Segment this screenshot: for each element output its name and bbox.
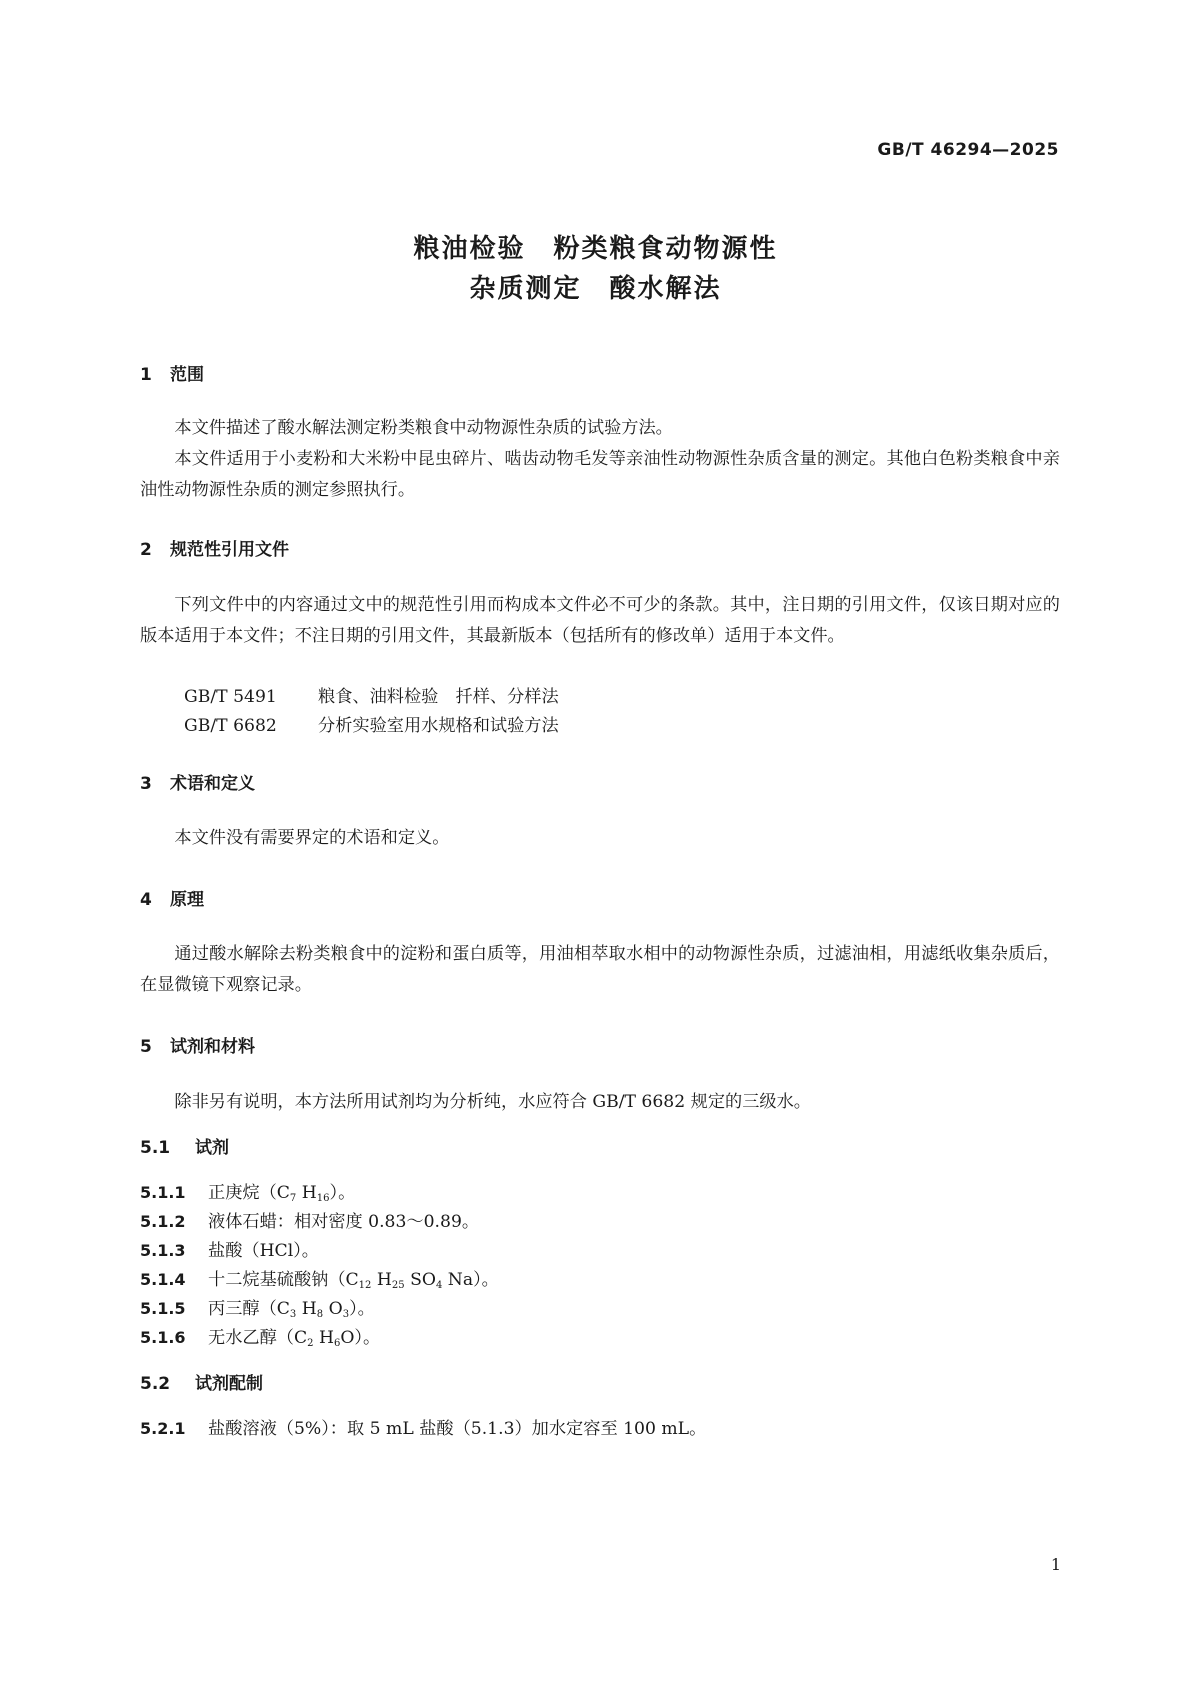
subsection-number: 5.1 bbox=[140, 1138, 171, 1158]
section-number: 2 bbox=[140, 540, 152, 560]
section-title: 试剂和材料 bbox=[170, 1037, 255, 1057]
subsection-number: 5.2 bbox=[140, 1374, 171, 1394]
section-number: 3 bbox=[140, 774, 152, 794]
section-title: 范围 bbox=[170, 365, 204, 385]
subsection-title: 试剂 bbox=[195, 1138, 229, 1158]
section-5-paragraph-1: 除非另有说明，本方法所用试剂均为分析纯，水应符合 GB/T 6682 规定的三级水。 bbox=[174, 1092, 811, 1112]
preparation-item bbox=[140, 1414, 706, 1439]
item-number: 5.1.2 bbox=[140, 1212, 186, 1231]
item-number: 5.1.6 bbox=[140, 1328, 186, 1347]
reference-code: GB/T 5491 bbox=[184, 687, 277, 707]
item-name: 正庚烷（ bbox=[208, 1183, 277, 1203]
subsection-5-1-heading bbox=[140, 1133, 229, 1158]
reagent-item: 5.1.6 无水乙醇（$C_2$ $H_6O$）。 bbox=[140, 1328, 381, 1349]
page-number: 1 bbox=[1050, 1555, 1061, 1574]
section-3-paragraph-1: 本文件没有需要界定的术语和定义。 bbox=[174, 828, 450, 848]
reference-title: 分析实验室用水规格和试验方法 bbox=[318, 716, 559, 736]
reagent-item: 5.1.4 十二烷基硫酸钠（$C_{12}$ $H_{25}$ $SO_4$ Na）。 bbox=[140, 1270, 499, 1291]
section-title: 术语和定义 bbox=[170, 774, 255, 794]
section-title: 规范性引用文件 bbox=[170, 540, 289, 560]
item-text: 盐酸溶液（5%）：取 5 mL 盐酸（5.1.3）加水定容至 100 mL。 bbox=[208, 1419, 707, 1439]
item-name: 无水乙醇（ bbox=[208, 1328, 294, 1348]
section-2-paragraph-1: 下列文件中的内容通过文中的规范性引用而构成本文件必不可少的条款。其中，注日期的引用文件，仅该日期对应的版本适用于本文件；不注日期的引用文件，其最新版本（包括所有的修改单）适用于本文件。 bbox=[140, 595, 1060, 646]
reference-item bbox=[184, 682, 559, 707]
section-1-paragraph-2: 本文件适用于小麦粉和大米粉中昆虫碎片、啮齿动物毛发等亲油性动物源性杂质含量的测定。其他白色粉类粮食中亲油性动物源性杂质的测定参照执行。 bbox=[140, 449, 1060, 500]
item-number: 5.1.1 bbox=[140, 1183, 186, 1202]
item-number: 5.1.4 bbox=[140, 1270, 186, 1289]
subsection-title: 试剂配制 bbox=[195, 1374, 263, 1394]
reagent-item: 5.1.5 丙三醇（$C_3$ $H_8$ $O_3$）。 bbox=[140, 1299, 375, 1320]
section-5-heading bbox=[140, 1032, 255, 1057]
standard-code: GB/T 46294—2025 bbox=[877, 140, 1059, 160]
reagent-item bbox=[140, 1236, 319, 1261]
reagent-item bbox=[140, 1207, 479, 1232]
item-number: 5.1.5 bbox=[140, 1299, 186, 1318]
reference-item bbox=[184, 711, 559, 736]
section-4-paragraph-1: 通过酸水解除去粉类粮食中的淀粉和蛋白质等，用油相萃取水相中的动物源性杂质，过滤油相，用滤纸收集杂质后，在显微镜下观察记录。 bbox=[140, 944, 1060, 995]
item-name: 丙三醇（ bbox=[208, 1299, 277, 1319]
section-4-heading bbox=[140, 885, 204, 910]
section-number: 5 bbox=[140, 1037, 152, 1057]
reference-title: 粮食、油料检验 扦样、分样法 bbox=[318, 687, 559, 707]
section-number: 1 bbox=[140, 365, 152, 385]
item-text: 盐酸（HCl）。 bbox=[208, 1241, 319, 1261]
document-title-line-1: 粮油检验 粉类粮食动物源性 bbox=[413, 234, 778, 264]
item-number: 5.1.3 bbox=[140, 1241, 186, 1260]
subsection-5-2-heading bbox=[140, 1369, 263, 1394]
section-title: 原理 bbox=[170, 890, 204, 910]
section-3-heading bbox=[140, 769, 255, 794]
reagent-item: 5.1.1 正庚烷（$C_7$ $H_{16}$）。 bbox=[140, 1183, 356, 1204]
section-1-paragraph-1: 本文件描述了酸水解法测定粉类粮食中动物源性杂质的试验方法。 bbox=[174, 418, 673, 438]
section-number: 4 bbox=[140, 890, 152, 910]
document-title-line-2: 杂质测定 酸水解法 bbox=[469, 274, 722, 304]
section-2-heading bbox=[140, 535, 289, 560]
section-1-heading bbox=[140, 360, 204, 385]
item-text: 液体石蜡：相对密度 0.83～0.89。 bbox=[208, 1212, 480, 1232]
item-number: 5.2.1 bbox=[140, 1419, 186, 1438]
reference-code: GB/T 6682 bbox=[184, 716, 277, 736]
item-name: 十二烷基硫酸钠（ bbox=[208, 1270, 346, 1290]
